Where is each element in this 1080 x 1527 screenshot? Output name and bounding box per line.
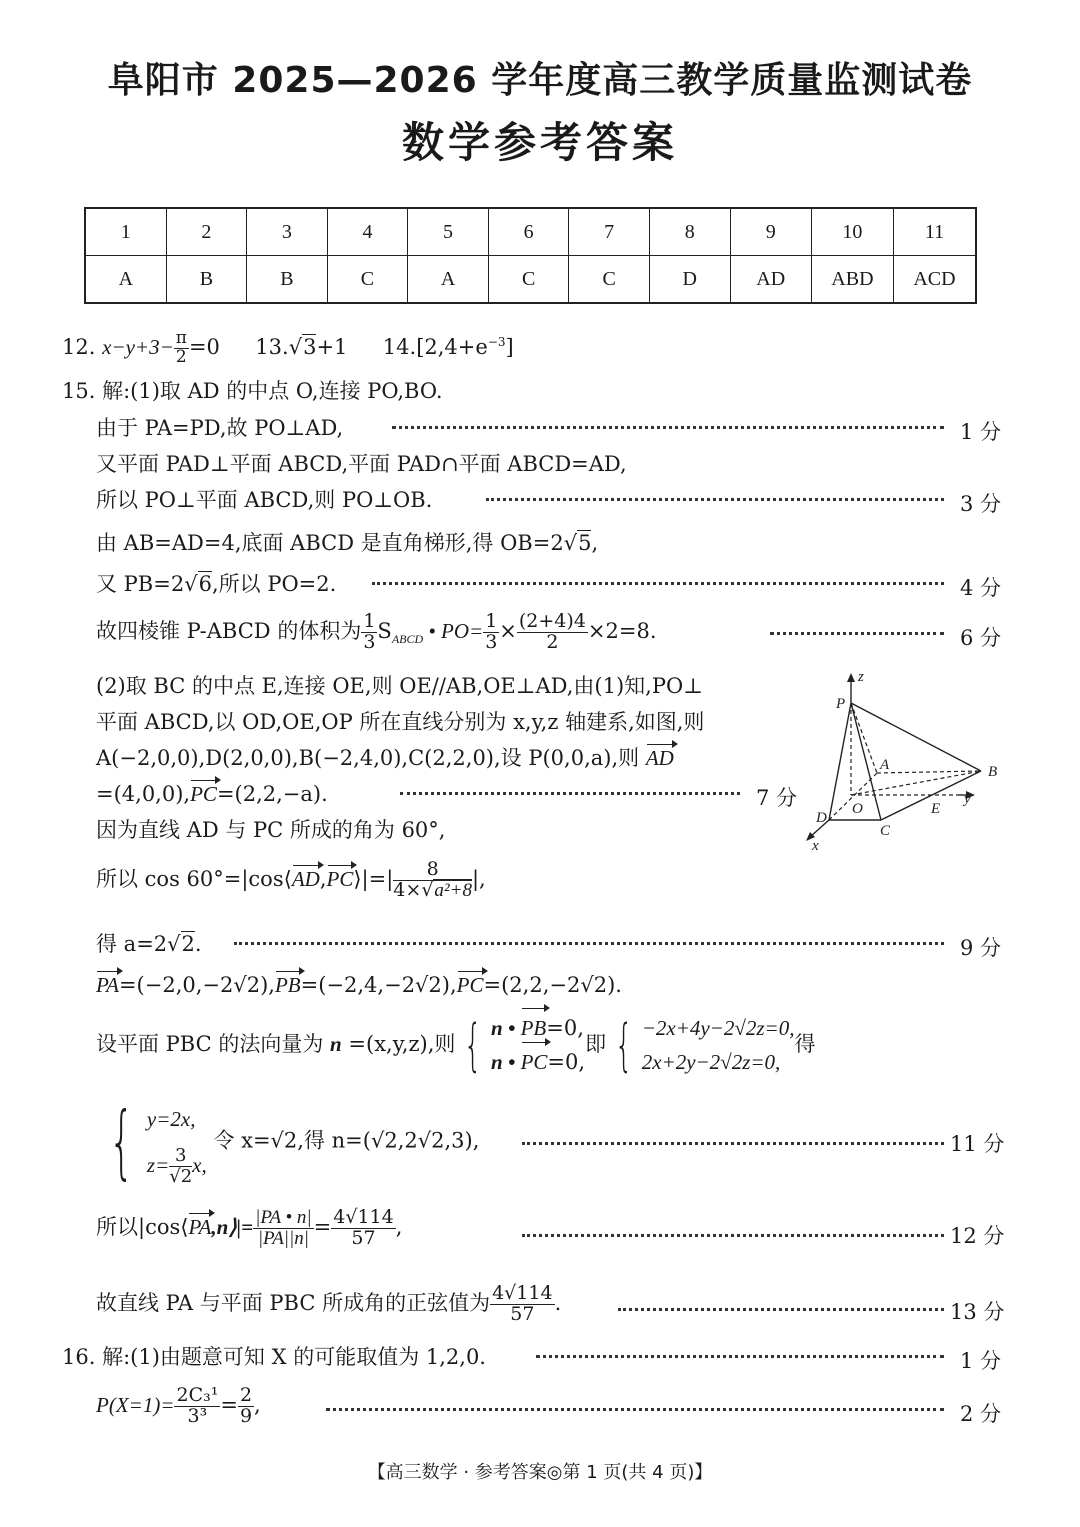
q14-exponent: −3 [487,334,506,349]
edge-PD [829,703,851,820]
label-E: E [931,801,941,817]
question-number: 2 [166,208,247,256]
score-q16-2: 2 分 [960,1402,1002,1426]
score-9: 9 分 [960,936,1002,960]
answer-cell: A [408,256,489,304]
equals: = [220,1392,238,1417]
q15-step-1: 由于 PA=PD,故 PO⊥AD, [96,416,344,440]
leader-dots [234,940,944,945]
q15-heading: 15. 解:(1)取 AD 的中点 O,连接 PO,BO. [62,379,443,403]
question-number: 10 [811,208,893,256]
q15-conclusion [96,1284,561,1325]
q15-step-4-radicand: 5 [578,531,592,555]
answer-cell: C [488,256,569,304]
q15-part2-line-1: (2)取 BC 的中点 E,连接 OE,则 OE//AB,OE⊥AD,由(1)知,PO⊥ [96,674,703,698]
leader-dots [400,790,740,795]
q12-label: 12. [62,334,96,359]
q15-normal-vector-setup [96,1012,815,1079]
vector-PC-value: =(2,2,−a). [216,782,328,806]
q13-radicand: 3 [303,334,317,359]
numerator: 1 [363,610,376,632]
label-C: C [880,823,891,839]
cos-normal-value [331,1208,395,1249]
denominator: 3 [485,630,498,653]
question-number: 5 [408,208,489,256]
system-1 [491,1012,585,1079]
dot-lhs: n • [491,1049,521,1074]
comma: , [395,1214,403,1239]
pyramid-figure [800,665,1025,855]
leader-dots [522,1232,944,1237]
cos-normal-text: 所以|cos⟨ [96,1214,189,1239]
vector-PA: PA [188,1214,212,1239]
answer-table [84,207,977,304]
vector-PC-value: =(2,2,−2√2). [483,973,622,997]
score-11: 11 分 [950,1132,1005,1156]
answer-cell: B [247,256,328,304]
q15-step-4-text: 由 AB=AD=4,底面 ABCD 是直角梯形,得 OB=2 [96,531,564,555]
q16-heading: 16. 解:(1)由题意可知 X 的可能取值为 1,2,0. [62,1345,486,1369]
probability-lhs: P(X=1)= [96,1392,175,1417]
label-x: x [812,838,819,854]
fill-blank-answers [62,330,514,367]
question-number: 1 [85,208,166,256]
leader-dots [536,1353,944,1358]
comma: , [254,1392,261,1417]
eq-rhs: =0, [547,1049,586,1074]
vector-PC: PC [521,1046,548,1080]
q12-fraction [174,330,189,367]
q15-vectors [96,975,622,996]
area-subscript: ABCD [391,632,424,647]
trapezoid-area-fraction [517,612,588,653]
x-term: x, [192,1153,207,1178]
left-brace: { [614,1012,633,1078]
leader-dots [618,1306,944,1311]
answer-cell: D [649,256,730,304]
q15-step-5-text: 又 PB=2 [96,572,185,596]
q14-expr: [2,4+e [416,334,488,359]
question-number: 3 [247,208,328,256]
q15-cos-step [96,860,486,901]
edge-PA [851,703,877,773]
label-y: y [964,791,971,807]
normal-vector-text: 设平面 PBC 的法向量为 [96,1032,331,1057]
numerator: 2C₃¹ [176,1384,219,1406]
score-12: 12 分 [950,1224,1005,1248]
denominator: 4×√a²+8 [393,878,472,901]
answer-row [85,256,976,304]
numerator: 4√114 [492,1282,553,1304]
left-brace: { [464,1012,483,1078]
edge-AB [877,771,981,773]
q15-volume-step [96,612,657,653]
exam-title: 阜阳市 2025—2026 学年度高三教学质量监测试卷 [107,60,973,101]
vector-PA: PA [96,973,119,997]
system-1-eq1 [491,1012,585,1046]
period: . [194,932,202,956]
coordinates-text: A(−2,0,0),D(2,0,0),B(−2,4,0),C(2,2,0),设 P(0,0,a),则 [96,746,646,770]
q15-step-4-tail: , [591,531,599,555]
q15-step-3: 所以 PO⊥平面 ABCD,则 PO⊥OB. [96,488,433,512]
question-number: 6 [488,208,569,256]
leader-dots [522,1140,944,1145]
q15-normal-vector-solution [96,1096,479,1188]
q15-step-5-tail: ,所以 PO=2. [211,572,337,596]
that-is: 即 [585,1032,607,1057]
denominator: 57 [510,1302,535,1325]
label-D: D [816,810,827,826]
volume-mid: • PO= [423,618,484,643]
volume-result: ×2=8. [587,618,657,643]
numerator: 3 [169,1146,192,1167]
edge-PB [851,703,981,771]
vector-PB: PB [274,973,301,997]
denominator: 57 [351,1226,376,1249]
times-sign: × [499,618,517,643]
q13-tail: +1 [316,334,348,359]
answer-cell: C [327,256,408,304]
q15-part2-line-5: 因为直线 AD 与 PC 所成的角为 60°, [96,818,446,842]
vector-PC: PC [190,782,217,806]
denominator-coefficient: 4× [393,878,422,901]
q14-tail: ] [505,334,514,359]
z-fraction [169,1146,192,1187]
answer-key-title: 数学参考答案 [401,118,678,167]
cos-normal-mid: ,n⟩|= [211,1214,254,1239]
cos-normal-fraction [253,1208,314,1249]
vector-AD: AD [645,746,674,770]
label-B: B [988,764,998,780]
score-3: 3 分 [960,492,1002,516]
period: . [554,1290,562,1315]
numerator: 8 [393,860,472,881]
q15-step-5-radicand: 6 [198,572,212,596]
yields: 得 [794,1032,816,1057]
numerator: |PA • n| [255,1207,312,1228]
q15-step-5: 又 PB=2√6,所以 PO=2. [96,572,337,596]
answer-cell: ACD [893,256,976,304]
numerator: 4√114 [333,1206,394,1228]
q12-tail: =0 [188,334,220,359]
question-number: 7 [569,208,650,256]
solution-eq2 [147,1142,207,1188]
system-2 [642,1012,795,1079]
denominator: 2 [546,630,559,653]
denominator: 3³ [187,1404,208,1427]
probability-value [238,1386,254,1427]
q12-denominator: 2 [175,346,187,367]
vector-PC: PC [326,866,354,891]
q12-expr: x−y+3− [102,334,174,359]
vector-PA-value: =(−2,0,−2√2), [118,973,275,997]
question-number: 11 [893,208,976,256]
volume-text: 故四棱锥 P-ABCD 的体积为 [96,618,362,643]
eq-rhs: =0, [546,1016,584,1040]
normal-vector-n: n [330,1032,342,1057]
cos-text: 所以 cos 60°=|cos⟨ [96,866,292,891]
area-symbol: S [377,618,392,643]
q15-step-4: 由 AB=AD=4,底面 ABCD 是直角梯形,得 OB=2√5, [96,531,599,555]
label-z: z [858,669,864,685]
leader-dots [372,580,944,585]
vector-AD-value: =(4,0,0), [96,782,191,806]
numerator: 2 [239,1384,253,1406]
score-7: 7 分 [756,786,798,810]
numerator: 1 [485,610,498,632]
label-O: O [852,801,863,817]
denominator: 3 [363,630,376,653]
page-footer: 【高三数学 · 参考答案◎第 1 页(共 4 页)】 [367,1462,713,1483]
system-2-eq2: 2x+2y−2√2z=0, [641,1049,781,1074]
denominator: √2 [169,1166,193,1188]
score-4: 4 分 [960,576,1002,600]
score-13: 13 分 [950,1300,1005,1324]
vector-PC: PC [456,973,484,997]
q15-cos-normal [96,1208,402,1249]
sine-value [490,1284,554,1325]
score-6: 6 分 [960,626,1002,650]
q15-solve-a: 得 a=2√2. [96,932,202,956]
q13-sqrt: √3 [288,334,317,359]
vector-AD: AD [291,866,320,891]
q15-part2-line-3 [96,748,674,769]
question-number: 9 [730,208,811,256]
q15-step-2: 又平面 PAD⊥平面 ABCD,平面 PAD∩平面 ABCD=AD, [96,452,627,476]
q13-label: 13. [255,334,289,359]
leader-dots [326,1406,944,1411]
answer-cell: C [569,256,650,304]
solution-system [147,1096,207,1188]
normal-vector-result: 令 x=√2,得 n=(√2,2√2,3), [213,1128,480,1153]
vector-PB-value: =(−2,4,−2√2), [300,973,457,997]
q15-part2-line-4 [96,784,328,805]
q16-probability-step [96,1386,261,1427]
cos-fraction [393,860,472,901]
score-q16-1: 1 分 [960,1349,1002,1373]
leader-dots [486,496,944,501]
q15-part2-line-2: 平面 ABCD,以 OD,OE,OP 所在直线分别为 x,y,z 轴建系,如图,则 [96,710,705,734]
label-P: P [836,696,846,712]
edge-OB [851,771,981,795]
numerator: (2+4)4 [518,610,586,632]
question-number: 8 [649,208,730,256]
system-1-eq2 [491,1046,585,1080]
left-brace: { [108,1095,135,1189]
probability-fraction [174,1386,220,1427]
dot-lhs: n • [491,1016,521,1040]
radicand: 2 [181,932,195,956]
leader-dots [392,424,944,429]
vector-PB: PB [521,1012,547,1046]
normal-vector-components: =(x,y,z),则 [341,1032,456,1057]
cos-tail: |, [471,866,486,891]
system-2-eq1: −2x+4y−2√2z=0, [641,1016,795,1040]
comma: , [319,866,327,891]
denominator-radicand: a²+8 [434,879,472,901]
solution-eq1: y=2x, [146,1107,196,1131]
fraction-one-third [483,612,499,653]
leader-dots [770,630,944,635]
solve-a-text: 得 a=2 [96,932,168,956]
answer-cell: B [166,256,247,304]
equals: = [313,1214,332,1239]
z-axis-arrow [847,673,855,682]
answer-cell: A [85,256,166,304]
fraction-one-third [361,612,377,653]
z-equals: z= [146,1153,170,1178]
denominator: 9 [239,1404,253,1427]
score-1: 1 分 [960,420,1002,444]
question-number-row [85,208,976,256]
q12-numerator: π [175,328,187,348]
label-A: A [880,757,890,773]
answer-cell: AD [730,256,811,304]
cos-mid: ⟩|=| [353,866,394,891]
denominator: |PA||n| [257,1227,309,1249]
question-number: 4 [327,208,408,256]
conclusion-text: 故直线 PA 与平面 PBC 所成角的正弦值为 [96,1290,491,1315]
q14-label: 14. [382,334,417,359]
answer-cell: ABD [811,256,893,304]
